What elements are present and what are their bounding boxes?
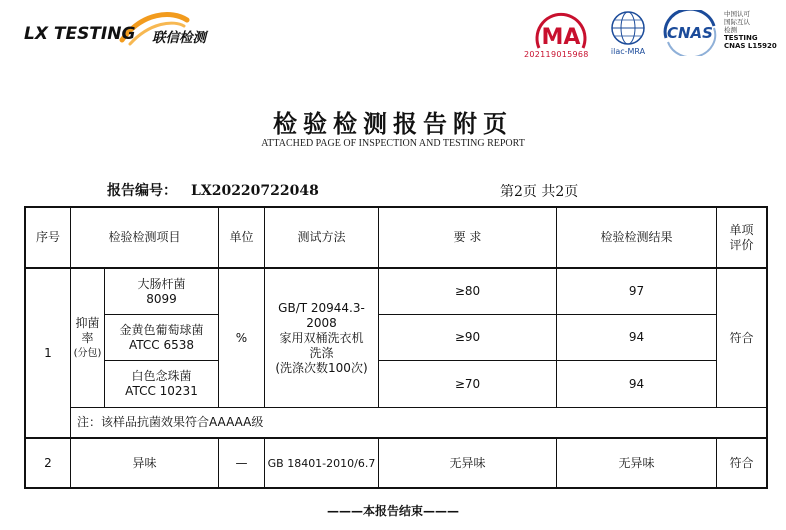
ma-mark: MA bbox=[541, 25, 581, 50]
page-subtitle: ATTACHED PAGE OF INSPECTION AND TESTING REPORT bbox=[261, 138, 525, 149]
row1-group-sub: (分包) bbox=[73, 347, 102, 359]
header-item: 检验检测项目 bbox=[108, 230, 181, 244]
row1-sub2-result: 94 bbox=[628, 330, 645, 344]
row1-sub2-name: 金黄色葡萄球菌 ATCC 6538 bbox=[119, 322, 204, 352]
logo-text: LX TESTING bbox=[24, 24, 136, 44]
header-unit: 单位 bbox=[229, 230, 254, 244]
report-number-value: LX20220722048 bbox=[191, 183, 319, 199]
row2-requirement: 无异味 bbox=[449, 455, 486, 470]
header-seq: 序号 bbox=[35, 230, 60, 244]
ilac-text: ilac-MRA bbox=[610, 47, 646, 56]
header-result: 检验检测结果 bbox=[600, 230, 673, 244]
page-title: 检验检测报告附页 bbox=[273, 109, 513, 138]
row2-result: 无异味 bbox=[618, 455, 655, 470]
row1-group bbox=[71, 269, 104, 407]
row2-method: GB 18401-2010/6.7 bbox=[267, 456, 376, 470]
row1-method: GB/T 20944.3-2008 家用双桶洗衣机 洗涤 (洗涤次数100次) bbox=[275, 300, 368, 375]
cnas-mark: CNAS bbox=[667, 24, 713, 42]
report-end-footer: ———本报告结束——— bbox=[326, 504, 459, 518]
row1-seq: 1 bbox=[44, 345, 52, 360]
row1-unit: % bbox=[235, 330, 248, 345]
header-requirement: 要 求 bbox=[453, 230, 482, 244]
row1-sub1-result: 97 bbox=[628, 284, 645, 298]
cnas-accreditation-info: 中国认可 国际互认 检测 TESTING CNAS L15920 bbox=[724, 10, 777, 50]
logo-chinese-text: 联信检测 bbox=[152, 30, 206, 46]
row2-unit: — bbox=[235, 455, 248, 470]
row1-sub3-result: 94 bbox=[628, 376, 645, 391]
row1-group-label: 抑菌 率 bbox=[75, 315, 100, 345]
row1-evaluation: 符合 bbox=[729, 330, 754, 345]
row1-sub1-name: 大肠杆菌 8099 bbox=[137, 276, 186, 306]
row1-sub3-requirement: ≥70 bbox=[454, 376, 481, 391]
row2-seq: 2 bbox=[44, 455, 52, 470]
ma-number: 202119015968 bbox=[524, 50, 589, 59]
row1-sub2-requirement: ≥90 bbox=[454, 330, 481, 344]
row2-evaluation: 符合 bbox=[729, 455, 754, 470]
row2-item: 异味 bbox=[132, 455, 157, 470]
report-number-label: 报告编号： bbox=[107, 183, 177, 199]
row1-note: 注：该样品抗菌效果符合AAAAA级 bbox=[77, 415, 264, 429]
header-method: 测试方法 bbox=[297, 230, 346, 244]
header-evaluation: 单项 评价 bbox=[729, 222, 754, 252]
ilac-mra-logo-icon bbox=[603, 8, 653, 56]
row1-sub1-requirement: ≥80 bbox=[454, 284, 481, 298]
results-table bbox=[24, 206, 768, 489]
report-number bbox=[107, 180, 319, 200]
page-info: 第2页 共2页 bbox=[500, 184, 579, 200]
row1-sub3-name: 白色念珠菌 ATCC 10231 bbox=[125, 369, 198, 398]
cnas-logo-icon bbox=[660, 10, 720, 56]
